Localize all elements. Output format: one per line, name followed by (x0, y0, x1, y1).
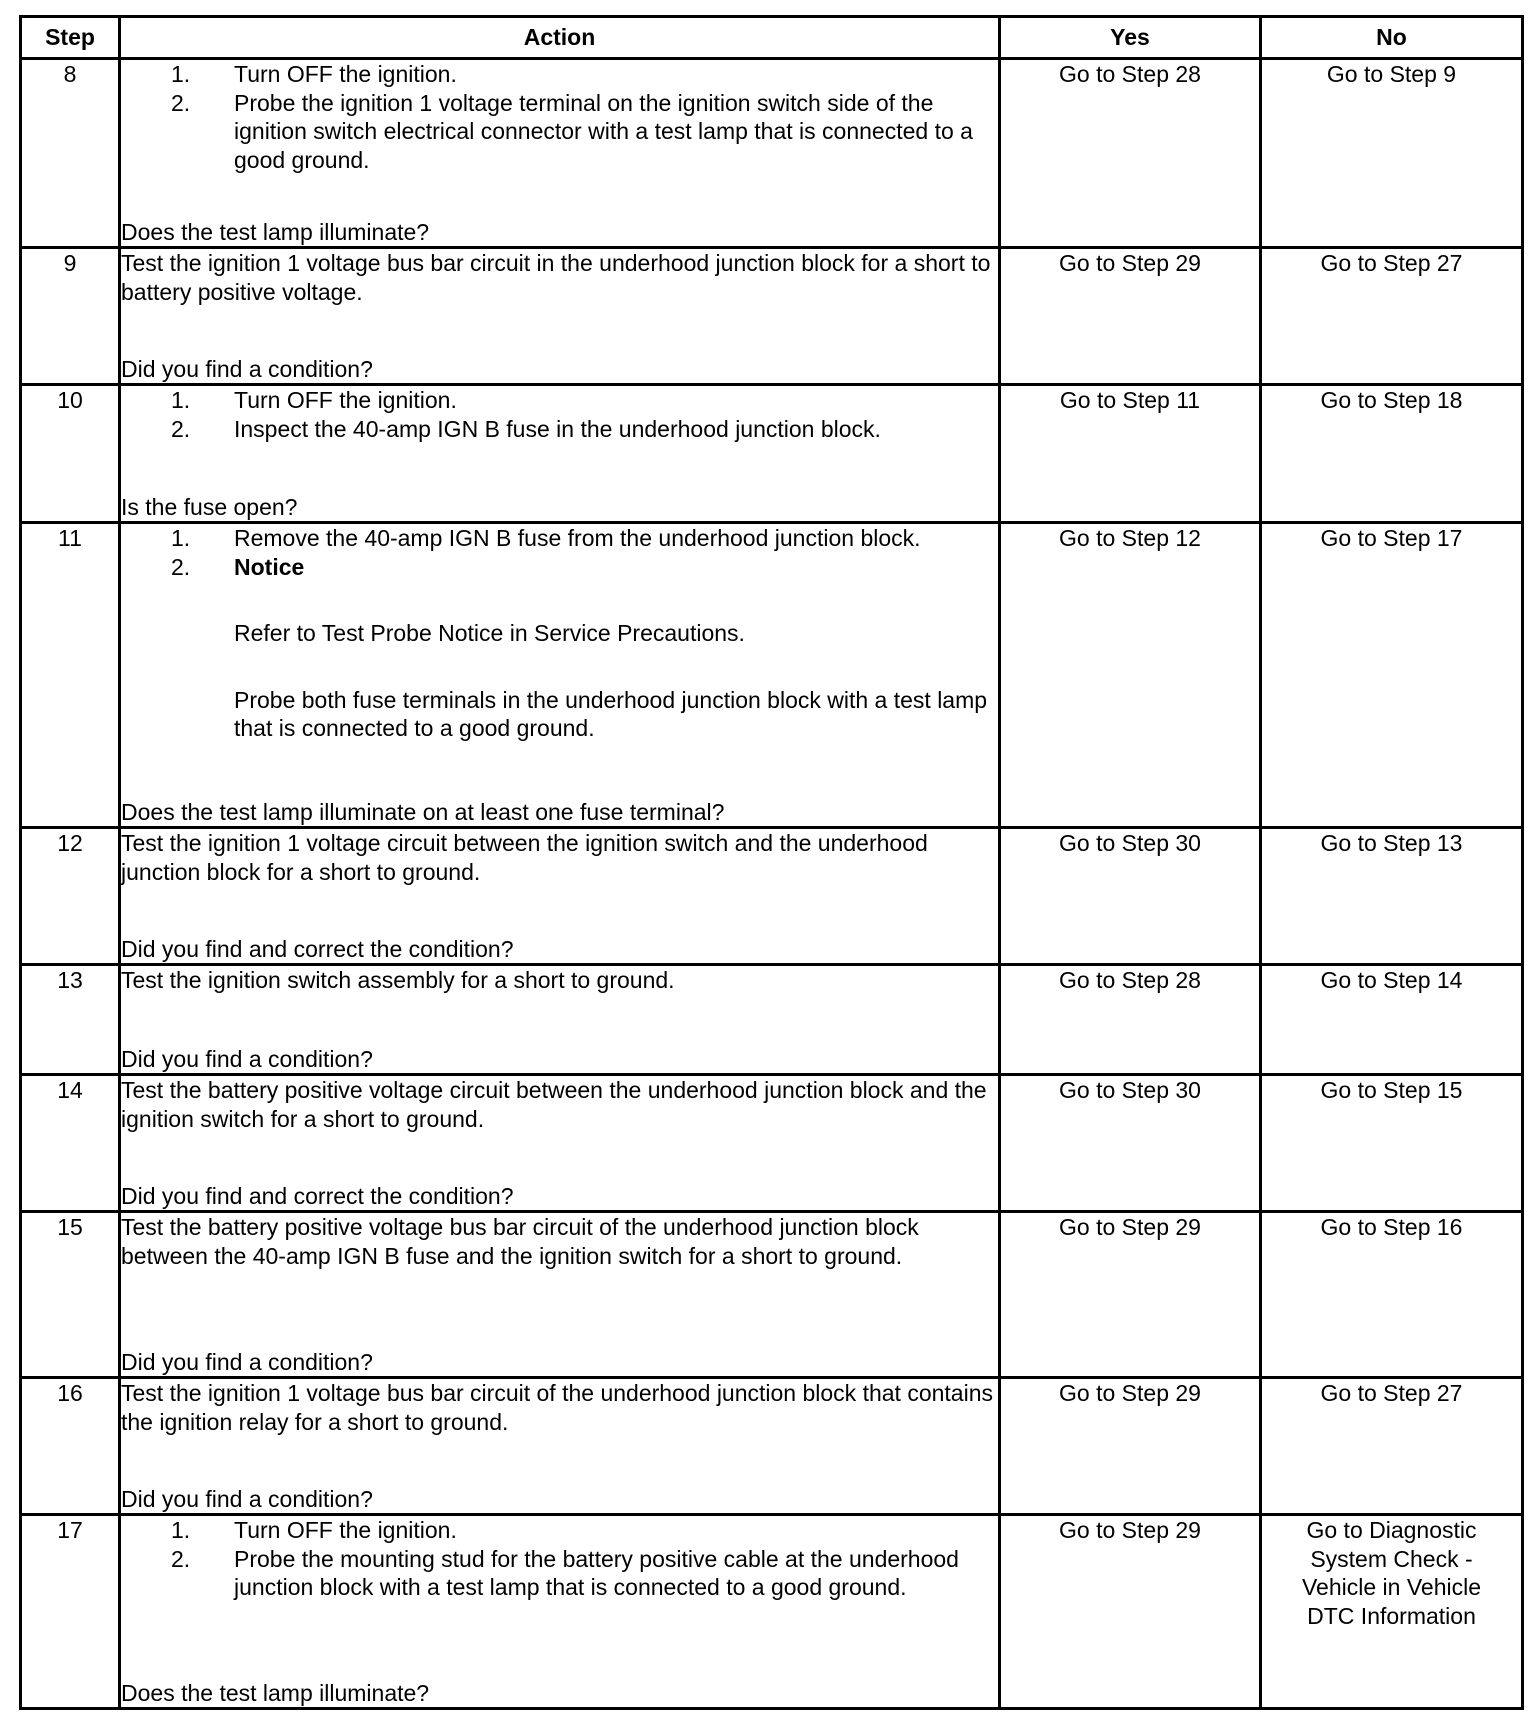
list-item: 1. Turn OFF the ignition. (171, 1517, 457, 1543)
action-text: Test the ignition 1 voltage bus bar circuit in the underhood junction block for a short to battery positive voltage. (121, 250, 991, 305)
action-list (121, 1516, 998, 1602)
action-cell (120, 1378, 1000, 1515)
table-row (21, 828, 1523, 965)
table-row (21, 1212, 1523, 1378)
header-row (21, 17, 1523, 59)
action-list (121, 60, 998, 174)
action-text: Test the battery positive voltage circuit between the underhood junction block and the ignition switch for a short to ground. (121, 1077, 987, 1132)
diagnostic-table-container (19, 15, 1524, 1710)
diagnostic-table (19, 15, 1524, 1710)
table-row (21, 1378, 1523, 1515)
action-cell (120, 523, 1000, 828)
list-item: 1. Remove the 40-amp IGN B fuse from the underhood junction block. (171, 525, 921, 551)
table-row (21, 385, 1523, 523)
action-question: Did you find a condition? (121, 355, 373, 382)
action-question: Does the test lamp illuminate on at least one fuse terminal? (121, 798, 725, 825)
action-list (121, 524, 998, 743)
list-item: 2. Inspect the 40-amp IGN B fuse in the underhood junction block. (171, 415, 881, 442)
yes-result: Go to Step 29 (1000, 1212, 1261, 1378)
action-text: Test the ignition 1 voltage circuit between the ignition switch and the underhood junction block for a short to ground. (121, 830, 928, 885)
step-number: 8 (21, 59, 120, 248)
step-number: 11 (21, 523, 120, 828)
action-cell (120, 248, 1000, 385)
step-number: 16 (21, 1378, 120, 1515)
action-list (121, 386, 998, 443)
no-result: Go to Step 15 (1261, 1075, 1523, 1212)
yes-result: Go to Step 12 (1000, 523, 1261, 828)
step-number: 13 (21, 965, 120, 1075)
action-cell (120, 385, 1000, 523)
action-question: Did you find a condition? (121, 1485, 373, 1512)
step-number: 15 (21, 1212, 120, 1378)
action-question: Did you find a condition? (121, 1348, 373, 1375)
table-row (21, 523, 1523, 828)
step-number: 10 (21, 385, 120, 523)
yes-result: Go to Step 28 (1000, 59, 1261, 248)
list-item: 2. Probe the mounting stud for the battery positive cable at the underhood junction block with a test lamp that is connected to a good ground. (171, 1545, 959, 1600)
header-step: Step (21, 17, 120, 59)
yes-result: Go to Step 29 (1000, 1515, 1261, 1709)
action-text: Test the ignition 1 voltage bus bar circuit of the underhood junction block that contains the ignition relay for a short to ground. (121, 1380, 993, 1435)
no-result: Go to Step 16 (1261, 1212, 1523, 1378)
yes-result: Go to Step 30 (1000, 1075, 1261, 1212)
no-result: Go to Step 27 (1261, 248, 1523, 385)
table-row (21, 248, 1523, 385)
action-text: Test the ignition switch assembly for a short to ground. (121, 967, 675, 993)
action-cell (120, 965, 1000, 1075)
yes-result: Go to Step 30 (1000, 828, 1261, 965)
no-result: Go to Diagnostic System Check - Vehicle in Vehicle DTC Information (1261, 1515, 1523, 1709)
action-text: Probe both fuse terminals in the underhood junction block with a test lamp that is connected to a good ground. (234, 686, 988, 741)
no-result: Go to Step 9 (1261, 59, 1523, 248)
action-question: Did you find and correct the condition? (121, 935, 514, 962)
list-item: 1. Turn OFF the ignition. (171, 387, 457, 413)
notice-text: Refer to Test Probe Notice in Service Precautions. (234, 620, 745, 646)
yes-result: Go to Step 28 (1000, 965, 1261, 1075)
step-number: 9 (21, 248, 120, 385)
step-number: 12 (21, 828, 120, 965)
yes-result: Go to Step 29 (1000, 1378, 1261, 1515)
action-question: Did you find and correct the condition? (121, 1182, 514, 1209)
header-yes: Yes (1000, 17, 1261, 59)
no-result: Go to Step 14 (1261, 965, 1523, 1075)
no-result: Go to Step 18 (1261, 385, 1523, 523)
list-item: 1. Turn OFF the ignition. (171, 61, 457, 87)
step-number: 14 (21, 1075, 120, 1212)
table-row (21, 1515, 1523, 1709)
action-question: Did you find a condition? (121, 1045, 373, 1072)
action-question: Is the fuse open? (121, 493, 298, 520)
yes-result: Go to Step 11 (1000, 385, 1261, 523)
action-cell (120, 828, 1000, 965)
table-row (21, 1075, 1523, 1212)
notice-title: Notice (234, 553, 305, 580)
no-result: Go to Step 13 (1261, 828, 1523, 965)
table-row (21, 59, 1523, 248)
header-no: No (1261, 17, 1523, 59)
action-cell (120, 1075, 1000, 1212)
action-question: Does the test lamp illuminate? (121, 218, 430, 245)
action-cell (120, 59, 1000, 248)
action-question: Does the test lamp illuminate? (121, 1679, 430, 1706)
yes-result: Go to Step 29 (1000, 248, 1261, 385)
action-text: Test the battery positive voltage bus bar circuit of the underhood junction block between the 40-amp IGN B fuse and the ignition switch for a short to ground. (121, 1214, 919, 1269)
no-result: Go to Step 27 (1261, 1378, 1523, 1515)
list-item: 2. Probe the ignition 1 voltage terminal on the ignition switch side of the ignition switch electrical connector with a test lamp that is connected to a good ground. (171, 89, 973, 173)
list-item: 2. Notice Refer to Test Probe Notice in Service Precautions. Probe both fuse terminals in the underhood junction block with a test lamp that is connected to a good ground. (121, 553, 998, 743)
header-action: Action (120, 17, 1000, 59)
action-cell (120, 1212, 1000, 1378)
action-cell (120, 1515, 1000, 1709)
step-number: 17 (21, 1515, 120, 1709)
table-row (21, 965, 1523, 1075)
no-result: Go to Step 17 (1261, 523, 1523, 828)
